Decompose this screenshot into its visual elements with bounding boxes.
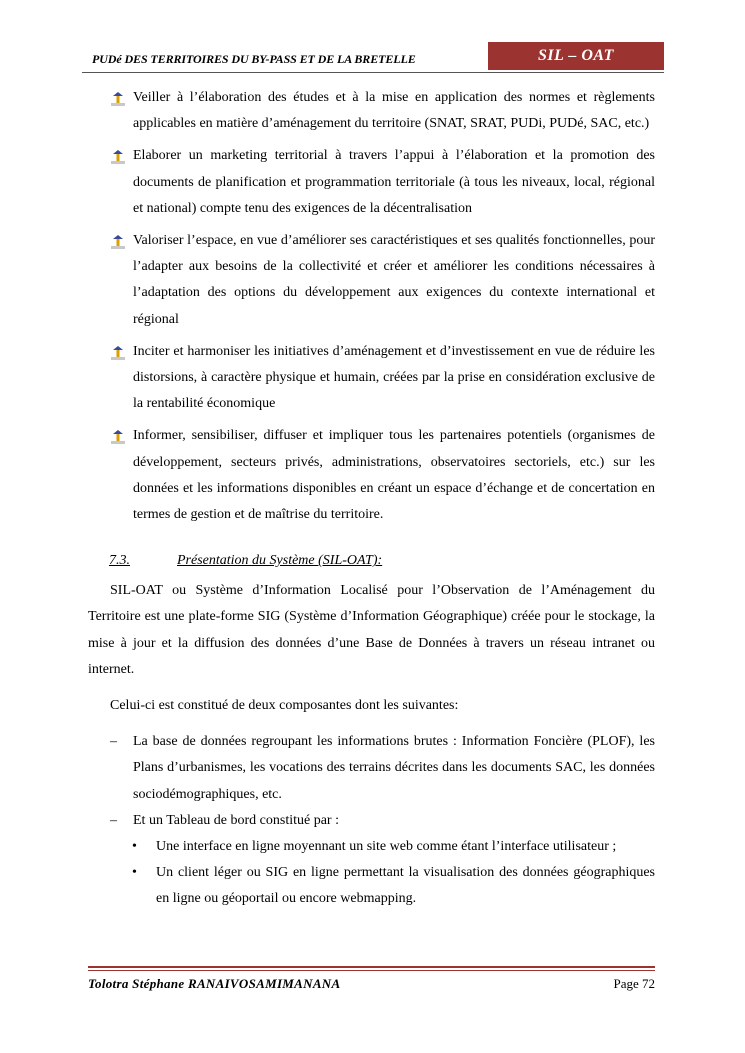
bullet-text: Veiller à l’élaboration des études et à la mise en application des normes et règlements applicables en matière d’aménagement du territoire (SNAT, SRAT, PUDi, PUDé, SAC, etc.): [133, 90, 655, 132]
dashboard-item: [88, 860, 655, 912]
section-title: Présentation du Système (SIL-OAT):: [177, 553, 383, 569]
pushpin-icon: [111, 235, 125, 249]
footer-rule: [88, 970, 655, 971]
bullet-text: Informer, sensibiliser, diffuser et impliquer tous les partenaires potentiels (organismes de développement, secteurs privés, administrations, observatoires sectoriels, etc.) sur les données et les informations disponibles en créant un espace d’échange et de concertation en termes de gestion et de maîtrise du territoire.: [133, 428, 655, 523]
components-intro: Celui-ci est constitué de deux composantes dont les suivantes:: [110, 698, 459, 714]
dashboard-item-text: Un client léger ou SIG en ligne permettant la visualisation des données géographiques en ligne ou géoportail ou encore webmapping.: [156, 865, 655, 907]
bullet-item: [88, 85, 655, 137]
bullet-text: Valoriser l’espace, en vue d’améliorer ses caractéristiques et ses qualités fonctionnelles, pour l’adapter aux besoins de la collectivité et créer et améliorer les conditions nécessaires à l’adaptation des options du développement aux exigences du contexte international et régional: [133, 233, 655, 327]
bullet-item: [88, 143, 655, 222]
section-number: 7.3.: [109, 553, 130, 569]
component-text: Et un Tableau de bord constitué par :: [133, 812, 339, 828]
bullet-item: [88, 339, 655, 418]
intro-paragraph: SIL-OAT ou Système d’Information Localisé pour l’Observation de l’Aménagement du Territoire est une plate-forme SIG (Système d’Information Géographique) créée pour le stockage, la mise à jour et la diffusion des données d’une Base de Données à travers un réseau intranet ou internet.: [88, 583, 655, 677]
pushpin-icon: [111, 430, 125, 444]
header-rule: [82, 72, 664, 73]
bullet-dot: •: [132, 865, 137, 881]
footer-author: Tolotra Stéphane RANAIVOSAMIMANANA: [88, 976, 341, 991]
page-header: [82, 42, 664, 74]
bullet-dot: •: [132, 839, 137, 855]
bullet-item: [88, 423, 655, 528]
section-heading: [88, 548, 655, 574]
pushpin-icon: [111, 150, 125, 164]
page-content: [88, 85, 655, 913]
pushpin-icon: [111, 346, 125, 360]
bullet-text: Elaborer un marketing territorial à travers l’appui à l’élaboration et la promotion des documents de planification et programmation territoriale (à tous les niveaux, local, régional et national) compte tenu des exigences de la décentralisation: [133, 148, 655, 216]
dashboard-item: [88, 834, 655, 860]
dashboard-item-text: Une interface en ligne moyennant un site web comme étant l’interface utilisateur ;: [156, 839, 617, 855]
dash-marker: –: [110, 734, 117, 750]
component-text: La base de données regroupant les informations brutes : Information Foncière (PLOF), les Plans d’urbanismes, les vocations des terrains décrites dans les documents SAC, les données sociodémographiques, etc.: [133, 734, 655, 802]
component-item: [88, 808, 655, 834]
header-badge: SIL – OAT: [488, 42, 664, 70]
component-item: [88, 729, 655, 808]
page-number: Page 72: [613, 976, 655, 991]
dash-marker: –: [110, 812, 117, 828]
bullet-item: [88, 228, 655, 333]
pushpin-icon: [111, 92, 125, 106]
bullet-text: Inciter et harmoniser les initiatives d’aménagement et d’investissement en vue de réduire les distorsions, à caractère physique et humain, créées par la prise en considération exclusive de la rentabilité économique: [133, 343, 655, 412]
header-title: PUDé DES TERRITOIRES DU BY-PASS ET DE LA BRETELLE: [92, 52, 416, 66]
footer-rule: [88, 966, 655, 968]
